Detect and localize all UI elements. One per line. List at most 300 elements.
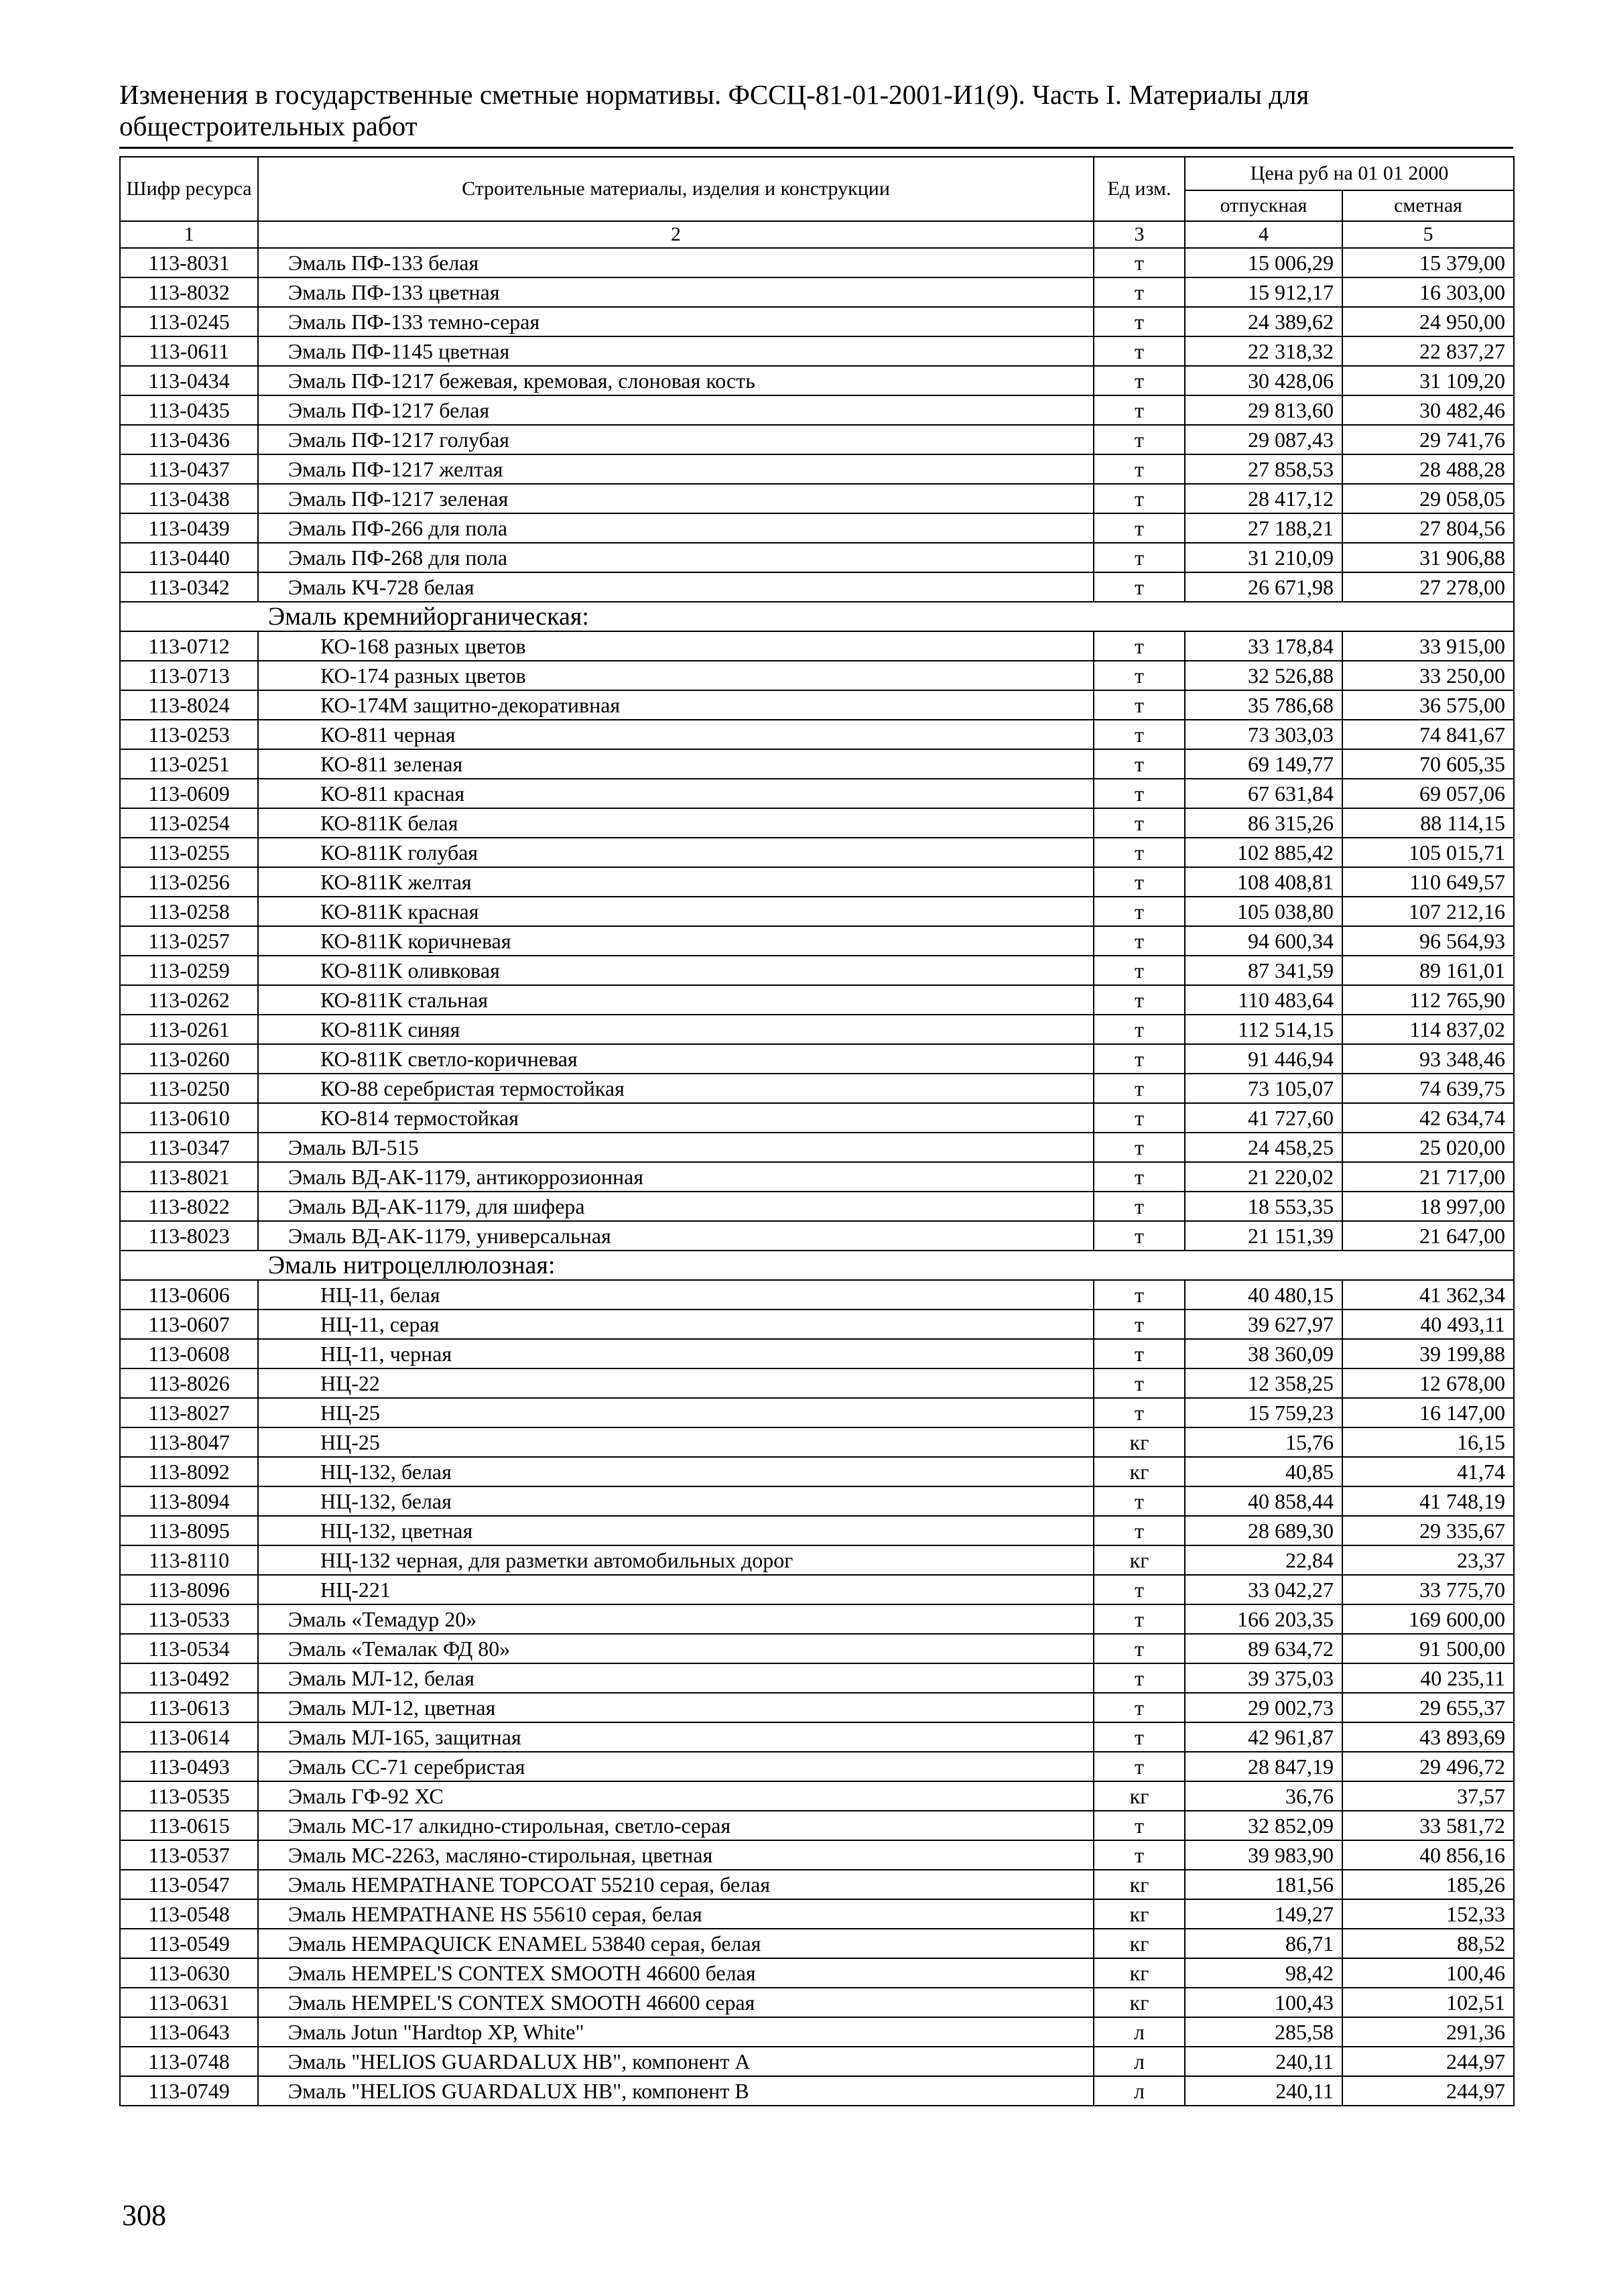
cell-estimate-price: 40 493,11 bbox=[1342, 1310, 1514, 1339]
cell-name: НЦ-221 bbox=[258, 1575, 1094, 1604]
cell-name: Эмаль ПФ-1217 желтая bbox=[258, 454, 1094, 484]
table-row bbox=[120, 2047, 1514, 2076]
cell-code: 113-0631 bbox=[120, 1988, 258, 2017]
table-row bbox=[120, 1693, 1514, 1722]
cell-unit: т bbox=[1094, 484, 1185, 513]
table-row bbox=[120, 1310, 1514, 1339]
group-heading-row bbox=[120, 1251, 1514, 1280]
cell-code: 113-8032 bbox=[120, 277, 258, 307]
cell-unit: т bbox=[1094, 543, 1185, 572]
cell-estimate-price: 291,36 bbox=[1342, 2017, 1514, 2047]
cell-unit: т bbox=[1094, 1811, 1185, 1840]
cell-estimate-price: 31 109,20 bbox=[1342, 366, 1514, 395]
cell-release-price: 105 038,80 bbox=[1185, 897, 1342, 926]
cell-unit: т bbox=[1094, 1486, 1185, 1516]
cell-estimate-price: 33 775,70 bbox=[1342, 1575, 1514, 1604]
cell-estimate-price: 40 235,11 bbox=[1342, 1663, 1514, 1693]
header-release-price: отпускная bbox=[1185, 190, 1342, 221]
cell-release-price: 42 961,87 bbox=[1185, 1722, 1342, 1752]
cell-unit: т bbox=[1094, 277, 1185, 307]
table-row bbox=[120, 2076, 1514, 2106]
group-heading: Эмаль нитроцеллюлозная: bbox=[120, 1251, 1514, 1280]
cell-name: Эмаль ВЛ-515 bbox=[258, 1133, 1094, 1162]
cell-name: НЦ-25 bbox=[258, 1398, 1094, 1427]
cell-unit: т bbox=[1094, 1310, 1185, 1339]
cell-release-price: 40,85 bbox=[1185, 1457, 1342, 1486]
table-row bbox=[120, 867, 1514, 897]
cell-release-price: 18 553,35 bbox=[1185, 1192, 1342, 1221]
cell-estimate-price: 29 058,05 bbox=[1342, 484, 1514, 513]
cell-release-price: 94 600,34 bbox=[1185, 926, 1342, 956]
cell-release-price: 29 813,60 bbox=[1185, 395, 1342, 425]
cell-estimate-price: 16 147,00 bbox=[1342, 1398, 1514, 1427]
cell-code: 113-0493 bbox=[120, 1752, 258, 1781]
table-row bbox=[120, 484, 1514, 513]
cell-release-price: 166 203,35 bbox=[1185, 1604, 1342, 1634]
cell-unit: кг bbox=[1094, 1427, 1185, 1457]
cell-name: Эмаль HEMPEL'S CONTEX SMOOTH 46600 белая bbox=[258, 1958, 1094, 1988]
table-row bbox=[120, 513, 1514, 543]
table-row bbox=[120, 1103, 1514, 1133]
cell-code: 113-8094 bbox=[120, 1486, 258, 1516]
table-row bbox=[120, 1015, 1514, 1044]
cell-code: 113-0262 bbox=[120, 985, 258, 1015]
cell-unit: т bbox=[1094, 366, 1185, 395]
cell-name: НЦ-11, белая bbox=[258, 1280, 1094, 1310]
table-row bbox=[120, 425, 1514, 454]
cell-unit: т bbox=[1094, 749, 1185, 779]
cell-code: 113-0549 bbox=[120, 1929, 258, 1958]
header-col-number-1: 1 bbox=[120, 221, 258, 248]
cell-name: Эмаль КЧ-728 белая bbox=[258, 572, 1094, 602]
cell-estimate-price: 74 841,67 bbox=[1342, 720, 1514, 749]
cell-unit: т bbox=[1094, 1840, 1185, 1870]
table-row bbox=[120, 366, 1514, 395]
cell-estimate-price: 12 678,00 bbox=[1342, 1368, 1514, 1398]
cell-name: КО-811К белая bbox=[258, 808, 1094, 838]
cell-name: Эмаль HEMPEL'S CONTEX SMOOTH 46600 серая bbox=[258, 1988, 1094, 2017]
cell-name: Эмаль МЛ-165, защитная bbox=[258, 1722, 1094, 1752]
cell-release-price: 240,11 bbox=[1185, 2047, 1342, 2076]
cell-code: 113-0614 bbox=[120, 1722, 258, 1752]
cell-estimate-price: 27 804,56 bbox=[1342, 513, 1514, 543]
cell-code: 113-8092 bbox=[120, 1457, 258, 1486]
header-unit: Ед изм. bbox=[1094, 157, 1185, 221]
cell-name: Эмаль ПФ-1217 голубая bbox=[258, 425, 1094, 454]
cell-estimate-price: 114 837,02 bbox=[1342, 1015, 1514, 1044]
cell-estimate-price: 33 581,72 bbox=[1342, 1811, 1514, 1840]
cell-unit: т bbox=[1094, 395, 1185, 425]
cell-name: Эмаль "HELIOS GUARDALUX HB", компонент А bbox=[258, 2047, 1094, 2076]
table-row bbox=[120, 1781, 1514, 1811]
group-heading: Эмаль кремнийорганическая: bbox=[120, 602, 1514, 631]
cell-estimate-price: 37,57 bbox=[1342, 1781, 1514, 1811]
cell-release-price: 86,71 bbox=[1185, 1929, 1342, 1958]
cell-release-price: 89 634,72 bbox=[1185, 1634, 1342, 1663]
cell-estimate-price: 88,52 bbox=[1342, 1929, 1514, 1958]
table-row bbox=[120, 1398, 1514, 1427]
cell-unit: т bbox=[1094, 1516, 1185, 1545]
cell-code: 113-0712 bbox=[120, 631, 258, 661]
table-row bbox=[120, 1870, 1514, 1899]
cell-code: 113-0608 bbox=[120, 1339, 258, 1368]
cell-unit: т bbox=[1094, 1693, 1185, 1722]
cell-code: 113-0251 bbox=[120, 749, 258, 779]
cell-code: 113-8024 bbox=[120, 690, 258, 720]
cell-code: 113-0255 bbox=[120, 838, 258, 867]
cell-unit: т bbox=[1094, 1103, 1185, 1133]
table-row bbox=[120, 1752, 1514, 1781]
cell-code: 113-0492 bbox=[120, 1663, 258, 1693]
cell-name: Эмаль HEMPATHANE HS 55610 серая, белая bbox=[258, 1899, 1094, 1929]
table-row bbox=[120, 808, 1514, 838]
cell-code: 113-0257 bbox=[120, 926, 258, 956]
cell-unit: кг bbox=[1094, 1781, 1185, 1811]
cell-release-price: 33 042,27 bbox=[1185, 1575, 1342, 1604]
cell-unit: т bbox=[1094, 1575, 1185, 1604]
cell-release-price: 15,76 bbox=[1185, 1427, 1342, 1457]
cell-name: НЦ-25 bbox=[258, 1427, 1094, 1457]
cell-unit: т bbox=[1094, 897, 1185, 926]
cell-unit: т bbox=[1094, 1398, 1185, 1427]
cell-estimate-price: 41,74 bbox=[1342, 1457, 1514, 1486]
cell-code: 113-0438 bbox=[120, 484, 258, 513]
cell-release-price: 15 912,17 bbox=[1185, 277, 1342, 307]
table-row bbox=[120, 1899, 1514, 1929]
cell-name: КО-811К оливковая bbox=[258, 956, 1094, 985]
cell-release-price: 32 852,09 bbox=[1185, 1811, 1342, 1840]
cell-estimate-price: 33 250,00 bbox=[1342, 661, 1514, 690]
cell-estimate-price: 40 856,16 bbox=[1342, 1840, 1514, 1870]
page-header-title: Изменения в государственные сметные нормативы. ФССЦ-81-01-2001-И1(9). Часть I. Материалы для общестроительных работ bbox=[119, 79, 1309, 141]
cell-release-price: 240,11 bbox=[1185, 2076, 1342, 2106]
cell-estimate-price: 91 500,00 bbox=[1342, 1634, 1514, 1663]
cell-name: КО-88 серебристая термостойкая bbox=[258, 1074, 1094, 1103]
cell-unit: кг bbox=[1094, 1870, 1185, 1899]
cell-release-price: 29 002,73 bbox=[1185, 1693, 1342, 1722]
table-row bbox=[120, 838, 1514, 867]
cell-release-price: 285,58 bbox=[1185, 2017, 1342, 2047]
cell-code: 113-8095 bbox=[120, 1516, 258, 1545]
cell-name: Эмаль ПФ-266 для пола bbox=[258, 513, 1094, 543]
cell-code: 113-0611 bbox=[120, 336, 258, 366]
cell-code: 113-0258 bbox=[120, 897, 258, 926]
cell-unit: т bbox=[1094, 572, 1185, 602]
cell-estimate-price: 36 575,00 bbox=[1342, 690, 1514, 720]
cell-name: КО-811К голубая bbox=[258, 838, 1094, 867]
cell-release-price: 87 341,59 bbox=[1185, 956, 1342, 985]
cell-code: 113-0606 bbox=[120, 1280, 258, 1310]
cell-unit: т bbox=[1094, 779, 1185, 808]
cell-name: НЦ-11, серая bbox=[258, 1310, 1094, 1339]
cell-unit: т bbox=[1094, 1015, 1185, 1044]
cell-name: Эмаль «Темалак ФД 80» bbox=[258, 1634, 1094, 1663]
cell-release-price: 41 727,60 bbox=[1185, 1103, 1342, 1133]
table-row bbox=[120, 1486, 1514, 1516]
cell-estimate-price: 244,97 bbox=[1342, 2076, 1514, 2106]
cell-unit: т bbox=[1094, 1722, 1185, 1752]
cell-unit: кг bbox=[1094, 1988, 1185, 2017]
table-header bbox=[120, 157, 1514, 248]
cell-unit: т bbox=[1094, 661, 1185, 690]
table-row bbox=[120, 1221, 1514, 1251]
table-row bbox=[120, 631, 1514, 661]
cell-name: НЦ-132, белая bbox=[258, 1457, 1094, 1486]
table-row bbox=[120, 1722, 1514, 1752]
cell-estimate-price: 96 564,93 bbox=[1342, 926, 1514, 956]
cell-name: КО-174 разных цветов bbox=[258, 661, 1094, 690]
cell-unit: т bbox=[1094, 1604, 1185, 1634]
table-row bbox=[120, 572, 1514, 602]
cell-code: 113-0548 bbox=[120, 1899, 258, 1929]
table-row bbox=[120, 1604, 1514, 1634]
cell-estimate-price: 41 748,19 bbox=[1342, 1486, 1514, 1516]
cell-code: 113-0535 bbox=[120, 1781, 258, 1811]
header-divider bbox=[119, 147, 1513, 149]
cell-code: 113-8023 bbox=[120, 1221, 258, 1251]
price-table bbox=[119, 156, 1515, 2106]
cell-release-price: 12 358,25 bbox=[1185, 1368, 1342, 1398]
cell-release-price: 40 480,15 bbox=[1185, 1280, 1342, 1310]
cell-unit: т bbox=[1094, 631, 1185, 661]
cell-unit: т bbox=[1094, 1044, 1185, 1074]
cell-estimate-price: 28 488,28 bbox=[1342, 454, 1514, 484]
table-row bbox=[120, 2017, 1514, 2047]
cell-release-price: 39 375,03 bbox=[1185, 1663, 1342, 1693]
cell-name: Эмаль ВД-АК-1179, для шифера bbox=[258, 1192, 1094, 1221]
cell-unit: т bbox=[1094, 1221, 1185, 1251]
header-price: Цена руб на 01 01 2000 bbox=[1185, 157, 1514, 190]
table-row bbox=[120, 1044, 1514, 1074]
cell-unit: л bbox=[1094, 2017, 1185, 2047]
header-code: Шифр ресурса bbox=[120, 157, 258, 221]
cell-unit: т bbox=[1094, 808, 1185, 838]
cell-code: 113-0261 bbox=[120, 1015, 258, 1044]
cell-release-price: 22,84 bbox=[1185, 1545, 1342, 1575]
cell-estimate-price: 43 893,69 bbox=[1342, 1722, 1514, 1752]
cell-name: КО-174М защитно-декоративная bbox=[258, 690, 1094, 720]
cell-estimate-price: 107 212,16 bbox=[1342, 897, 1514, 926]
table-row bbox=[120, 1427, 1514, 1457]
cell-code: 113-8027 bbox=[120, 1398, 258, 1427]
cell-estimate-price: 102,51 bbox=[1342, 1988, 1514, 2017]
cell-estimate-price: 15 379,00 bbox=[1342, 248, 1514, 277]
cell-release-price: 26 671,98 bbox=[1185, 572, 1342, 602]
table-row bbox=[120, 1162, 1514, 1192]
cell-code: 113-0748 bbox=[120, 2047, 258, 2076]
cell-release-price: 27 188,21 bbox=[1185, 513, 1342, 543]
cell-release-price: 91 446,94 bbox=[1185, 1044, 1342, 1074]
cell-unit: т bbox=[1094, 690, 1185, 720]
table-row bbox=[120, 1074, 1514, 1103]
cell-code: 113-0259 bbox=[120, 956, 258, 985]
table-row bbox=[120, 690, 1514, 720]
table-row bbox=[120, 248, 1514, 277]
table-row bbox=[120, 1840, 1514, 1870]
cell-estimate-price: 31 906,88 bbox=[1342, 543, 1514, 572]
table-row bbox=[120, 749, 1514, 779]
table-row bbox=[120, 897, 1514, 926]
cell-unit: кг bbox=[1094, 1929, 1185, 1958]
cell-code: 113-0613 bbox=[120, 1693, 258, 1722]
cell-code: 113-8021 bbox=[120, 1162, 258, 1192]
cell-unit: л bbox=[1094, 2076, 1185, 2106]
cell-code: 113-0537 bbox=[120, 1840, 258, 1870]
table-row bbox=[120, 454, 1514, 484]
cell-code: 113-0342 bbox=[120, 572, 258, 602]
table-row bbox=[120, 1280, 1514, 1310]
cell-estimate-price: 21 647,00 bbox=[1342, 1221, 1514, 1251]
cell-unit: т bbox=[1094, 1074, 1185, 1103]
cell-release-price: 24 389,62 bbox=[1185, 307, 1342, 336]
cell-code: 113-0260 bbox=[120, 1044, 258, 1074]
cell-code: 113-0547 bbox=[120, 1870, 258, 1899]
cell-code: 113-0436 bbox=[120, 425, 258, 454]
table-row bbox=[120, 1133, 1514, 1162]
cell-unit: т bbox=[1094, 1192, 1185, 1221]
cell-unit: кг bbox=[1094, 1545, 1185, 1575]
table-body bbox=[120, 248, 1514, 2106]
cell-release-price: 15 759,23 bbox=[1185, 1398, 1342, 1427]
cell-estimate-price: 74 639,75 bbox=[1342, 1074, 1514, 1103]
table-row bbox=[120, 395, 1514, 425]
table-row bbox=[120, 1811, 1514, 1840]
cell-name: Эмаль ПФ-133 белая bbox=[258, 248, 1094, 277]
table-row bbox=[120, 1634, 1514, 1663]
header-estimate-price: сметная bbox=[1342, 190, 1514, 221]
cell-name: КО-811 черная bbox=[258, 720, 1094, 749]
cell-estimate-price: 29 335,67 bbox=[1342, 1516, 1514, 1545]
cell-code: 113-0250 bbox=[120, 1074, 258, 1103]
cell-estimate-price: 33 915,00 bbox=[1342, 631, 1514, 661]
cell-code: 113-0534 bbox=[120, 1634, 258, 1663]
cell-name: НЦ-11, черная bbox=[258, 1339, 1094, 1368]
cell-estimate-price: 22 837,27 bbox=[1342, 336, 1514, 366]
table-row bbox=[120, 1368, 1514, 1398]
table-row bbox=[120, 336, 1514, 366]
table-row bbox=[120, 307, 1514, 336]
cell-code: 113-0437 bbox=[120, 454, 258, 484]
header-name: Строительные материалы, изделия и конструкции bbox=[258, 157, 1094, 221]
cell-name: Эмаль ПФ-1145 цветная bbox=[258, 336, 1094, 366]
cell-code: 113-0615 bbox=[120, 1811, 258, 1840]
cell-release-price: 102 885,42 bbox=[1185, 838, 1342, 867]
cell-name: КО-168 разных цветов bbox=[258, 631, 1094, 661]
cell-release-price: 181,56 bbox=[1185, 1870, 1342, 1899]
cell-unit: т bbox=[1094, 985, 1185, 1015]
cell-name: Эмаль ПФ-133 цветная bbox=[258, 277, 1094, 307]
cell-estimate-price: 16 303,00 bbox=[1342, 277, 1514, 307]
table-row bbox=[120, 1988, 1514, 2017]
cell-code: 113-0630 bbox=[120, 1958, 258, 1988]
table-row bbox=[120, 1516, 1514, 1545]
cell-name: Эмаль МС-17 алкидно-стирольная, светло-серая bbox=[258, 1811, 1094, 1840]
cell-release-price: 98,42 bbox=[1185, 1958, 1342, 1988]
table-row bbox=[120, 779, 1514, 808]
cell-estimate-price: 29 741,76 bbox=[1342, 425, 1514, 454]
group-heading-row bbox=[120, 602, 1514, 631]
cell-release-price: 29 087,43 bbox=[1185, 425, 1342, 454]
cell-name: Эмаль ГФ-92 ХС bbox=[258, 1781, 1094, 1811]
cell-code: 113-8110 bbox=[120, 1545, 258, 1575]
cell-name: Эмаль ПФ-1217 зеленая bbox=[258, 484, 1094, 513]
cell-code: 113-0607 bbox=[120, 1310, 258, 1339]
cell-estimate-price: 24 950,00 bbox=[1342, 307, 1514, 336]
cell-code: 113-0749 bbox=[120, 2076, 258, 2106]
cell-name: Эмаль "HELIOS GUARDALUX HB", компонент В bbox=[258, 2076, 1094, 2106]
cell-code: 113-0440 bbox=[120, 543, 258, 572]
cell-code: 113-0533 bbox=[120, 1604, 258, 1634]
cell-release-price: 30 428,06 bbox=[1185, 366, 1342, 395]
table-row bbox=[120, 543, 1514, 572]
cell-estimate-price: 29 655,37 bbox=[1342, 1693, 1514, 1722]
cell-code: 113-0347 bbox=[120, 1133, 258, 1162]
cell-release-price: 73 105,07 bbox=[1185, 1074, 1342, 1103]
cell-unit: т bbox=[1094, 1663, 1185, 1693]
cell-unit: т bbox=[1094, 307, 1185, 336]
cell-code: 113-0245 bbox=[120, 307, 258, 336]
cell-release-price: 39 983,90 bbox=[1185, 1840, 1342, 1870]
cell-name: Эмаль «Темадур 20» bbox=[258, 1604, 1094, 1634]
cell-estimate-price: 42 634,74 bbox=[1342, 1103, 1514, 1133]
cell-release-price: 22 318,32 bbox=[1185, 336, 1342, 366]
table-row bbox=[120, 1339, 1514, 1368]
cell-name: КО-811 красная bbox=[258, 779, 1094, 808]
cell-release-price: 69 149,77 bbox=[1185, 749, 1342, 779]
cell-estimate-price: 30 482,46 bbox=[1342, 395, 1514, 425]
cell-unit: т bbox=[1094, 1752, 1185, 1781]
table-row bbox=[120, 985, 1514, 1015]
cell-code: 113-0254 bbox=[120, 808, 258, 838]
cell-name: КО-811К коричневая bbox=[258, 926, 1094, 956]
cell-unit: т bbox=[1094, 926, 1185, 956]
cell-estimate-price: 39 199,88 bbox=[1342, 1339, 1514, 1368]
cell-estimate-price: 69 057,06 bbox=[1342, 779, 1514, 808]
table-row bbox=[120, 661, 1514, 690]
cell-unit: л bbox=[1094, 2047, 1185, 2076]
cell-release-price: 28 417,12 bbox=[1185, 484, 1342, 513]
cell-code: 113-8047 bbox=[120, 1427, 258, 1457]
cell-name: КО-811К стальная bbox=[258, 985, 1094, 1015]
table-row bbox=[120, 1545, 1514, 1575]
cell-name: КО-811К синяя bbox=[258, 1015, 1094, 1044]
cell-unit: т bbox=[1094, 336, 1185, 366]
table-row bbox=[120, 1958, 1514, 1988]
cell-release-price: 86 315,26 bbox=[1185, 808, 1342, 838]
cell-estimate-price: 185,26 bbox=[1342, 1870, 1514, 1899]
cell-estimate-price: 21 717,00 bbox=[1342, 1162, 1514, 1192]
table-row bbox=[120, 956, 1514, 985]
cell-estimate-price: 70 605,35 bbox=[1342, 749, 1514, 779]
cell-code: 113-0434 bbox=[120, 366, 258, 395]
price-table-container bbox=[119, 156, 1513, 2106]
cell-release-price: 15 006,29 bbox=[1185, 248, 1342, 277]
cell-estimate-price: 93 348,46 bbox=[1342, 1044, 1514, 1074]
cell-name: Эмаль ВД-АК-1179, универсальная bbox=[258, 1221, 1094, 1251]
cell-code: 113-0253 bbox=[120, 720, 258, 749]
cell-release-price: 40 858,44 bbox=[1185, 1486, 1342, 1516]
cell-unit: т bbox=[1094, 425, 1185, 454]
cell-name: Эмаль ВД-АК-1179, антикоррозионная bbox=[258, 1162, 1094, 1192]
cell-name: Эмаль Jotun "Hardtop XP, White" bbox=[258, 2017, 1094, 2047]
cell-release-price: 24 458,25 bbox=[1185, 1133, 1342, 1162]
cell-estimate-price: 89 161,01 bbox=[1342, 956, 1514, 985]
cell-name: КО-811 зеленая bbox=[258, 749, 1094, 779]
header-col-number-2: 2 bbox=[258, 221, 1094, 248]
cell-name: Эмаль ПФ-268 для пола bbox=[258, 543, 1094, 572]
cell-unit: кг bbox=[1094, 1457, 1185, 1486]
page-number: 308 bbox=[122, 2199, 166, 2232]
